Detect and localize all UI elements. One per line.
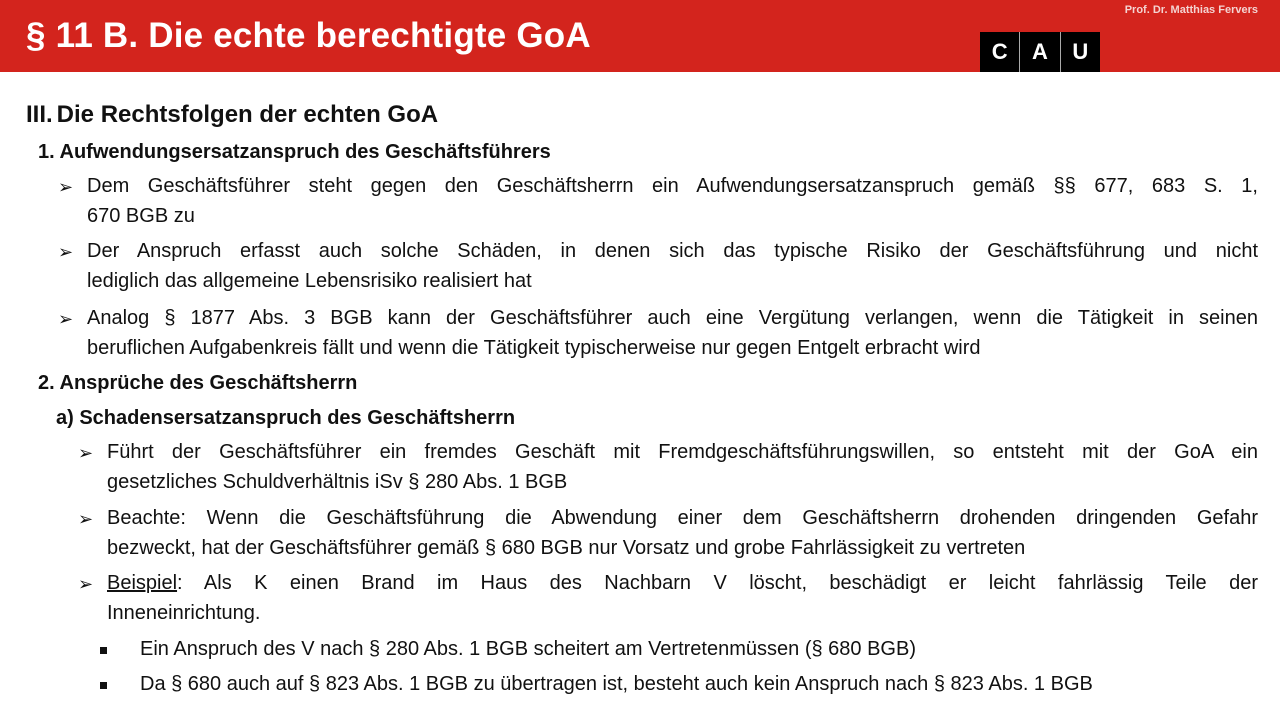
item2-heading: 2. Ansprüche des Geschäftsherrn <box>38 372 358 394</box>
bullet-line: gesetzliches Schuldverhältnis iSv § 280 Abs. 1 BGB <box>107 471 568 493</box>
example-line <box>107 572 1258 595</box>
bullet-line: Der Anspruch erfasst auch solche Schäden, in denen sich das typische Risiko der Geschäftsführung und nicht <box>87 240 1258 262</box>
arrow-bullet-icon: ➢ <box>78 509 94 529</box>
logo-letter: C <box>980 32 1020 72</box>
section-heading <box>26 101 438 129</box>
sub-bullet-line: Ein Anspruch des V nach § 280 Abs. 1 BGB scheitert am Vertretenmüssen (§ 680 BGB) <box>140 638 916 660</box>
bullet-line: Dem Geschäftsführer steht gegen den Geschäftsherrn ein Aufwendungsersatzanspruch gemäß §§ 677, 683 S. 1, <box>87 175 1258 197</box>
logo-letter: A <box>1020 32 1060 72</box>
arrow-bullet-icon: ➢ <box>58 242 74 262</box>
square-bullet-icon <box>100 647 107 654</box>
sub-bullet-line: Da § 680 auch auf § 823 Abs. 1 BGB zu übertragen ist, besteht auch kein Anspruch nach § 823 Abs. 1 BGB <box>140 673 1093 695</box>
logo-letter: U <box>1072 39 1089 64</box>
bullet-line: lediglich das allgemeine Lebensrisiko realisiert hat <box>87 270 532 292</box>
cau-logo <box>980 32 1100 72</box>
example-line: Inneneinrichtung. <box>107 602 261 624</box>
author-name: Prof. Dr. Matthias Fervers <box>1124 4 1258 16</box>
item2a-heading: a) Schadensersatzanspruch des Geschäftsherrn <box>56 407 516 429</box>
arrow-bullet-icon: ➢ <box>78 574 94 594</box>
bullet-line: Beachte: Wenn die Geschäftsführung die Abwendung einer dem Geschäftsherrn drohenden dringenden Gefahr <box>107 507 1258 529</box>
square-bullet-icon <box>100 682 107 689</box>
slide-header <box>0 0 1280 72</box>
slide-title: § 11 B. Die echte berechtigte GoA <box>26 16 591 55</box>
bullet-line: 670 BGB zu <box>87 205 195 227</box>
bullet-line: bezweckt, hat der Geschäftsführer gemäß § 680 BGB nur Vorsatz und grobe Fahrlässigkeit zu vertreten <box>107 537 1026 559</box>
arrow-bullet-icon: ➢ <box>78 443 94 463</box>
bullet-line: Analog § 1877 Abs. 3 BGB kann der Geschäftsführer auch eine Vergütung verlangen, wenn die Tätigkeit in seinen <box>87 307 1258 329</box>
arrow-bullet-icon: ➢ <box>58 177 74 197</box>
example-text: : Als K einen Brand im Haus des Nachbarn V löscht, beschädigt er leicht fahrlässig Teile der <box>177 572 1258 594</box>
section-number: III. <box>26 101 53 128</box>
section-title: Die Rechtsfolgen der echten GoA <box>56 101 439 128</box>
arrow-bullet-icon: ➢ <box>58 309 74 329</box>
item1-heading: 1. Aufwendungsersatzanspruch des Geschäftsführers <box>38 141 551 163</box>
bullet-line: beruflichen Aufgabenkreis fällt und wenn die Tätigkeit typischerweise nur gegen Entgelt erbracht wird <box>87 337 981 359</box>
example-label: Beispiel <box>107 572 178 594</box>
bullet-line: Führt der Geschäftsführer ein fremdes Geschäft mit Fremdgeschäftsführungswillen, so entsteht mit der GoA ein <box>107 441 1258 463</box>
